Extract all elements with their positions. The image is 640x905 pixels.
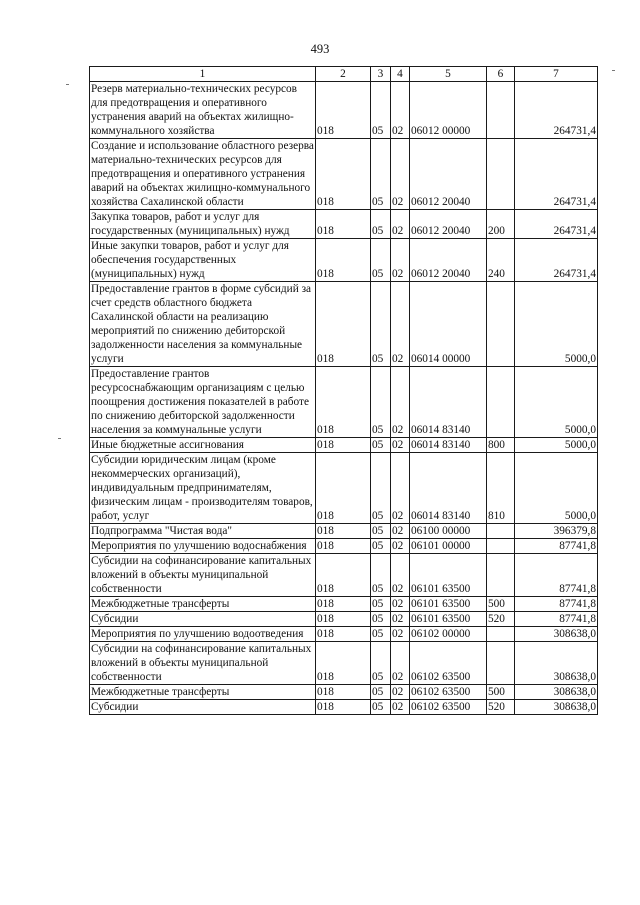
cell-ministry: 018 [316,539,371,554]
cell-section: 05 [371,139,391,210]
cell-subsection: 02 [391,642,410,685]
cell-type: 800 [487,438,515,453]
cell-name: Предоставление грантов ресурсоснабжающим организациям с целью поощрения достижения показателей в работе по снижению дебиторской задолженности населения за коммунальные услуги [90,367,316,438]
cell-subsection: 02 [391,554,410,597]
cell-article: 06102 63500 [410,700,487,715]
cell-name: Иные закупки товаров, работ и услуг для обеспечения государственных (муниципальных) нужд [90,239,316,282]
cell-sum: 5000,0 [515,367,598,438]
cell-section: 05 [371,539,391,554]
cell-article: 06102 00000 [410,627,487,642]
table-row [90,612,598,627]
cell-section: 05 [371,239,391,282]
column-header-section: 3 [371,67,391,82]
cell-section: 05 [371,453,391,524]
cell-ministry: 018 [316,139,371,210]
cell-article: 06012 20040 [410,239,487,282]
scan-speck [612,70,615,71]
cell-type [487,627,515,642]
cell-ministry: 018 [316,524,371,539]
table-row [90,82,598,139]
cell-sum: 264731,4 [515,239,598,282]
budget-table [89,66,598,715]
table-row [90,139,598,210]
cell-article: 06101 63500 [410,554,487,597]
cell-name: Межбюджетные трансферты [90,597,316,612]
table-header-row [90,67,598,82]
cell-subsection: 02 [391,612,410,627]
cell-name: Создание и использование областного резерва материально-технических ресурсов для предотвращения и оперативного устранения аварий на объектах жилищно-коммунального хозяйства Сахалинской области [91,140,314,208]
cell-sum: 87741,8 [515,539,598,554]
column-header-name: 1 [90,67,316,82]
cell-type: 520 [487,612,515,627]
cell-sum: 5000,0 [515,282,598,367]
cell-section: 05 [371,627,391,642]
cell-name: Резерв материально-технических ресурсов для предотвращения и оперативного устранения аварий на объектах жилищно-коммунального хозяйства [90,82,316,139]
cell-section: 05 [371,438,391,453]
column-header-type: 6 [487,67,515,82]
cell-sum: 308638,0 [515,700,598,715]
cell-ministry: 018 [316,367,371,438]
cell-subsection: 02 [391,685,410,700]
cell-name: Мероприятия по улучшению водоснабжения [90,539,316,554]
cell-article: 06101 00000 [410,539,487,554]
cell-type [487,554,515,597]
table-body [90,82,598,715]
cell-ministry: 018 [316,239,371,282]
cell-section: 05 [371,597,391,612]
cell-section: 05 [371,612,391,627]
cell-ministry: 018 [316,554,371,597]
cell-sum: 5000,0 [515,453,598,524]
cell-name: Субсидии на софинансирование капитальных вложений в объекты муниципальной собственности [90,642,316,685]
cell-subsection: 02 [391,282,410,367]
cell-article: 06012 00000 [410,82,487,139]
scan-speck [66,84,69,85]
cell-article: 06101 63500 [410,612,487,627]
table-row [90,210,598,239]
cell-type: 520 [487,700,515,715]
cell-subsection: 02 [391,82,410,139]
cell-sum: 264731,4 [515,139,598,210]
cell-subsection: 02 [391,438,410,453]
cell-section: 05 [371,685,391,700]
cell-sum: 308638,0 [515,685,598,700]
cell-name: Закупка товаров, работ и услуг для государственных (муниципальных) нужд [90,210,316,239]
column-header-article: 5 [410,67,487,82]
cell-type: 500 [487,685,515,700]
cell-type: 500 [487,597,515,612]
cell-type [487,139,515,210]
table-row [90,554,598,597]
table-row [90,438,598,453]
cell-type [487,642,515,685]
cell-article: 06014 83140 [410,438,487,453]
cell-subsection: 02 [391,367,410,438]
cell-subsection: 02 [391,139,410,210]
cell-section: 05 [371,524,391,539]
cell-sum: 308638,0 [515,642,598,685]
cell-ministry: 018 [316,453,371,524]
cell-section: 05 [371,282,391,367]
cell-article: 06014 83140 [410,367,487,438]
column-header-subsection: 4 [391,67,410,82]
cell-section: 05 [371,554,391,597]
cell-name: Субсидии [90,612,316,627]
cell-type: 240 [487,239,515,282]
column-header-ministry: 2 [316,67,371,82]
cell-section: 05 [371,700,391,715]
cell-sum: 264731,4 [515,82,598,139]
cell-name: Подпрограмма "Чистая вода" [90,524,316,539]
cell-subsection: 02 [391,597,410,612]
cell-article: 06014 00000 [410,282,487,367]
cell-type: 810 [487,453,515,524]
cell-sum: 5000,0 [515,438,598,453]
cell-sum: 87741,8 [515,612,598,627]
cell-subsection: 02 [391,210,410,239]
cell-subsection: 02 [391,453,410,524]
page-number: 493 [310,42,330,56]
cell-article: 06012 20040 [410,210,487,239]
cell-ministry: 018 [316,438,371,453]
table-row [90,642,598,685]
cell-name: Субсидии юридическим лицам (кроме некоммерческих организаций), индивидуальным предпринимателям, физическим лицам - производителям товаров, работ, услуг [90,453,316,524]
table-row [90,282,598,367]
cell-subsection: 02 [391,524,410,539]
cell-sum: 308638,0 [515,627,598,642]
table-row [90,524,598,539]
cell-sum: 87741,8 [515,554,598,597]
cell-subsection: 02 [391,627,410,642]
cell-sum: 264731,4 [515,210,598,239]
cell-name: Предоставление грантов в форме субсидий за счет средств областного бюджета Сахалинской области на реализацию мероприятий по снижению дебиторской задолженности населения за коммунальные услуги [90,282,316,367]
cell-type [487,282,515,367]
cell-name: Мероприятия по улучшению водоотведения [90,627,316,642]
cell-type [487,524,515,539]
cell-ministry: 018 [316,700,371,715]
cell-name: Субсидии на софинансирование капитальных вложений в объекты муниципальной собственности [90,554,316,597]
cell-sum: 87741,8 [515,597,598,612]
cell-article: 06012 20040 [410,139,487,210]
cell-name: Межбюджетные трансферты [90,685,316,700]
table-row [90,627,598,642]
cell-name: Субсидии [90,700,316,715]
table-row [90,453,598,524]
table-row [90,597,598,612]
cell-article: 06014 83140 [410,453,487,524]
cell-name: Иные бюджетные ассигнования [90,438,316,453]
cell-sum: 396379,8 [515,524,598,539]
cell-type [487,82,515,139]
column-header-sum: 7 [515,67,598,82]
cell-article: 06102 63500 [410,642,487,685]
cell-ministry: 018 [316,627,371,642]
cell-article: 06101 63500 [410,597,487,612]
cell-article: 06100 00000 [410,524,487,539]
cell-article: 06102 63500 [410,685,487,700]
cell-ministry: 018 [316,210,371,239]
scan-speck [58,438,61,439]
table-row [90,239,598,282]
cell-subsection: 02 [391,539,410,554]
cell-section: 05 [371,642,391,685]
cell-section: 05 [371,367,391,438]
table-row [90,685,598,700]
table-row [90,700,598,715]
cell-type [487,539,515,554]
cell-ministry: 018 [316,612,371,627]
cell-ministry: 018 [316,282,371,367]
cell-section: 05 [371,82,391,139]
cell-ministry: 018 [316,82,371,139]
cell-subsection: 02 [391,239,410,282]
cell-subsection: 02 [391,700,410,715]
table-row [90,539,598,554]
cell-ministry: 018 [316,685,371,700]
cell-ministry: 018 [316,642,371,685]
cell-ministry: 018 [316,597,371,612]
table-row [90,367,598,438]
cell-section: 05 [371,210,391,239]
cell-type [487,367,515,438]
cell-type: 200 [487,210,515,239]
